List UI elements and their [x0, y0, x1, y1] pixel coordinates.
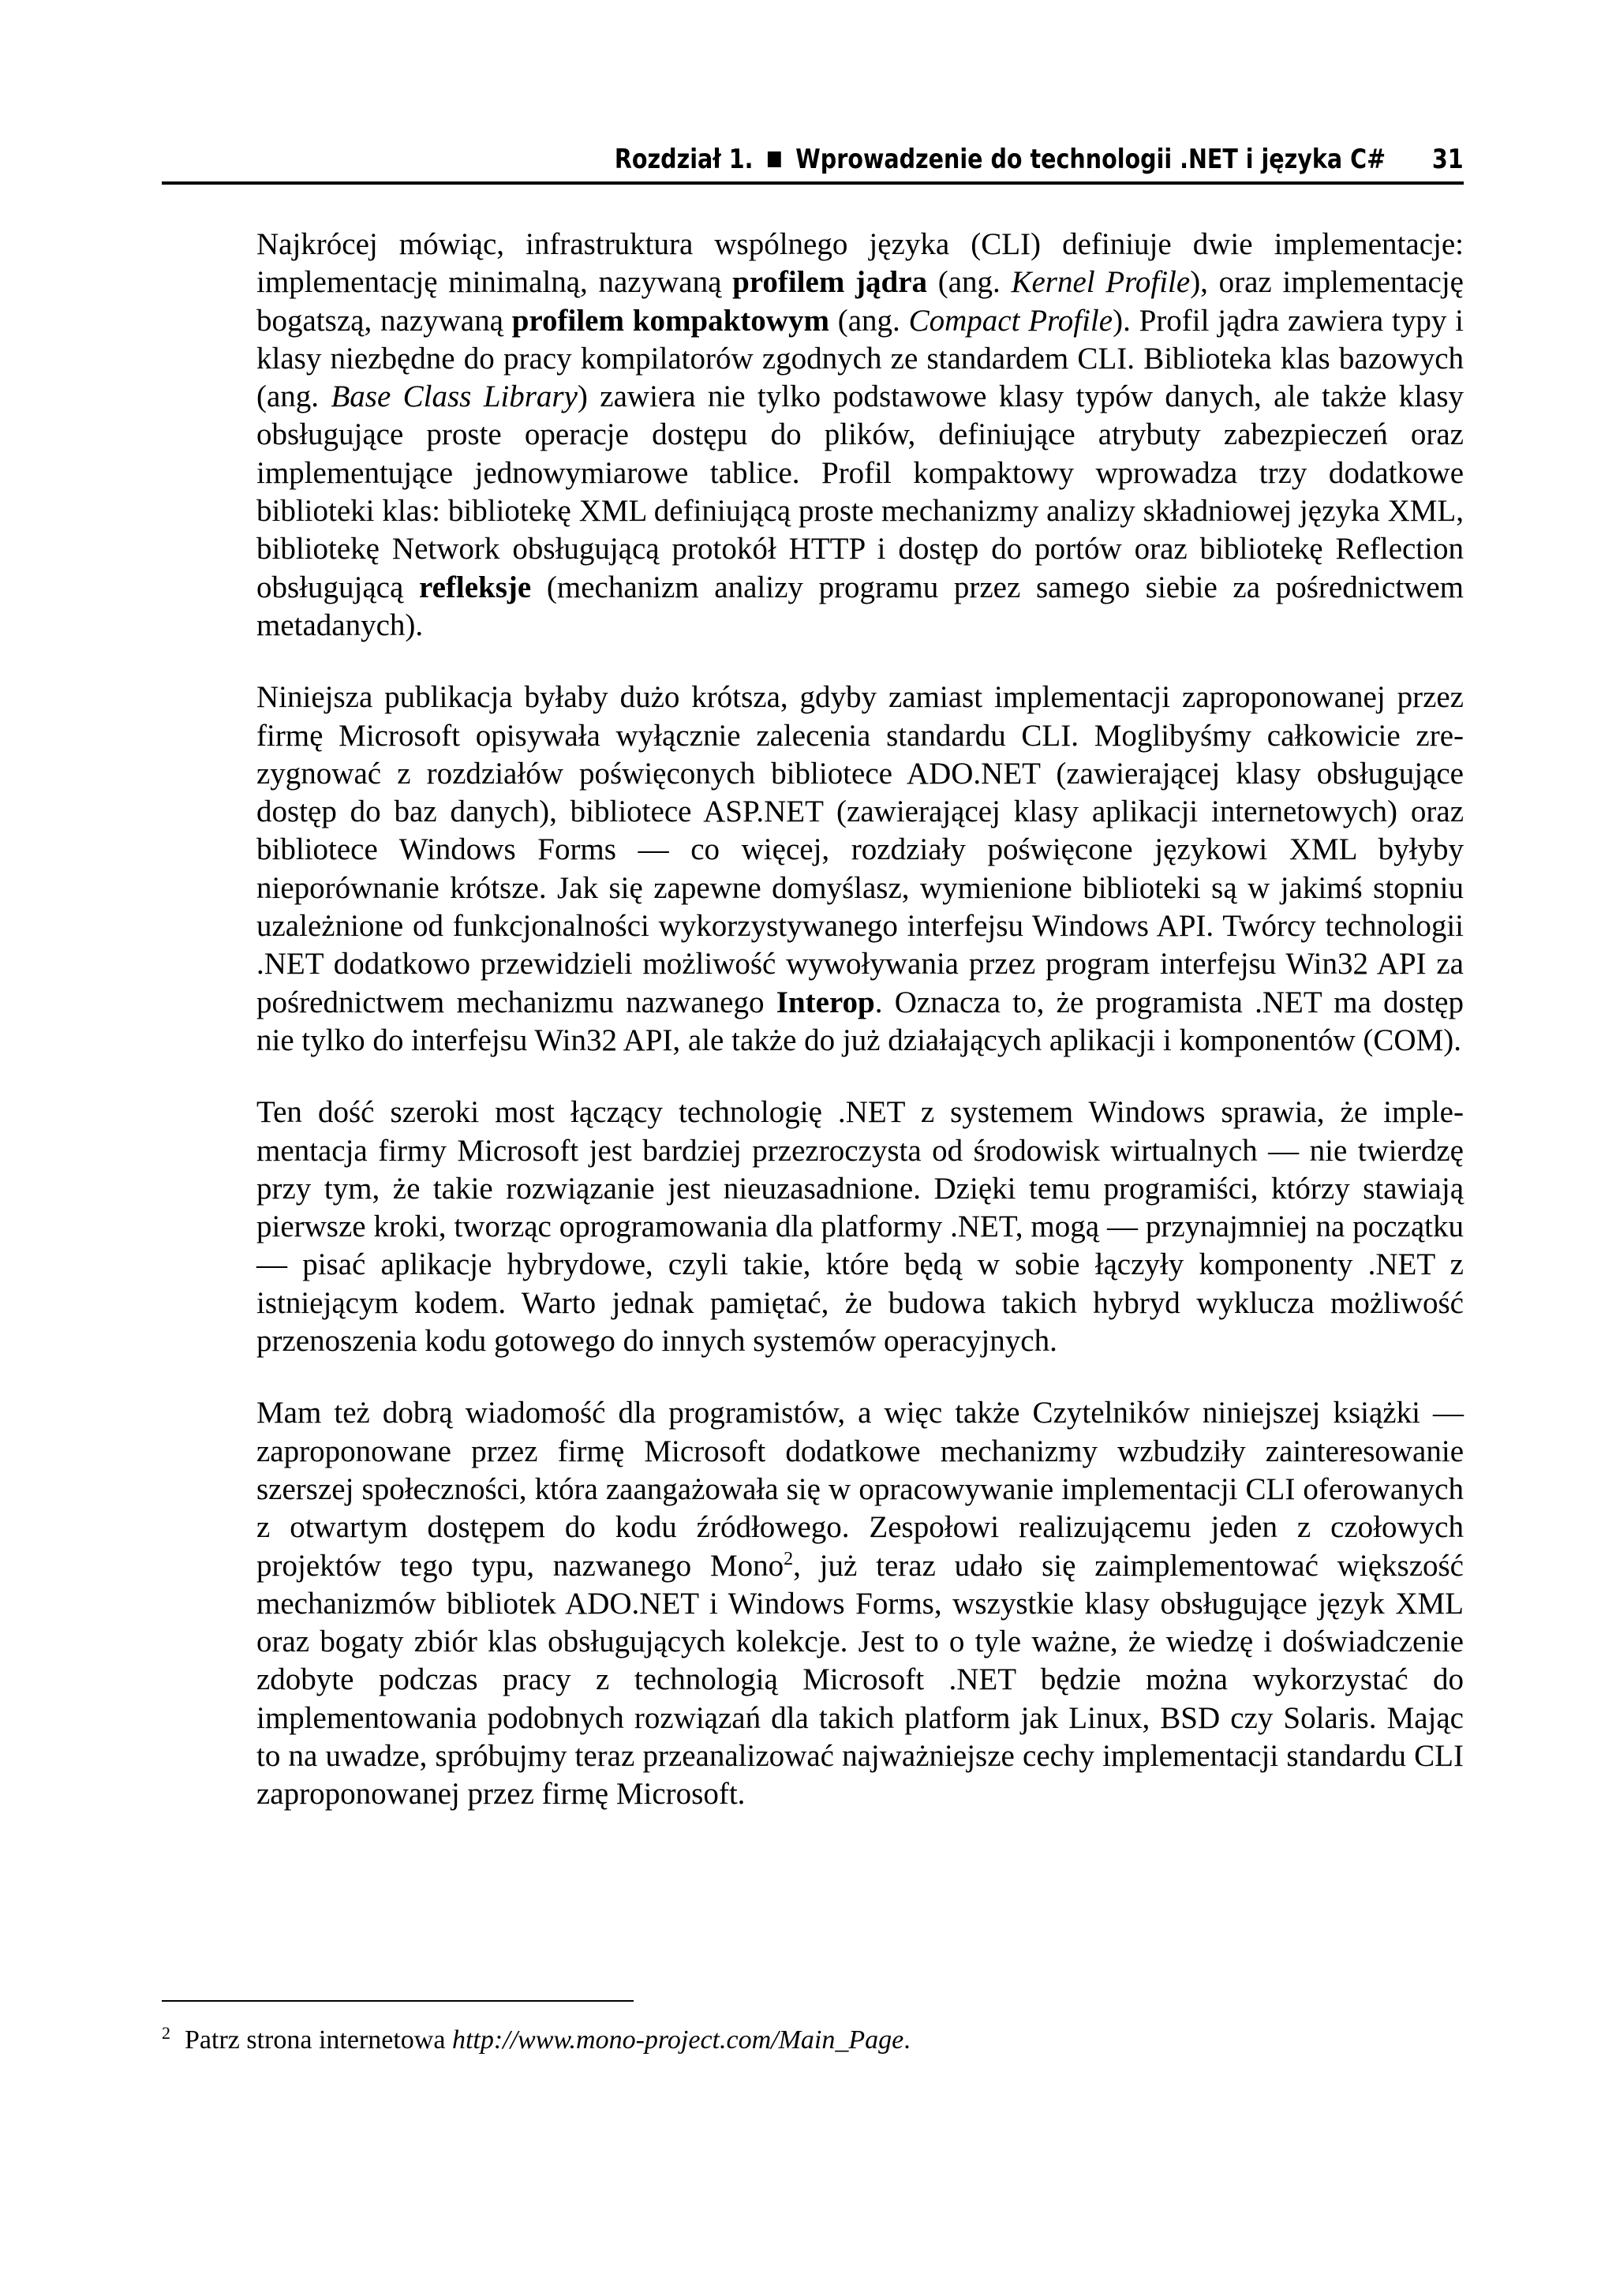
text-run: ) zawiera nie tylko podstawowe klasy typów danych, ale także klasy obsługujące proste operacje dostępu do plików, definiujące atrybuty zabezpieczeń oraz implementujące jednowymiarowe tablice. Profil kompaktowy wprowadza trzy dodatkowe biblioteki klas: bibliotekę XML definiującą proste mechanizmy analizy składniowej języka XML, bibliotekę Network obsługującą protokół HTTP i dostęp do portów oraz bibliotekę Reflection obsługującą: [256, 380, 1464, 604]
footnote-end: .: [903, 2025, 911, 2055]
text-run: Niniejsza publikacja byłaby dużo krótsza, gdyby zamiast implementacji zaproponowanej przez firmę Microsoft opisywała wyłącznie zalecenia standardu CLI. Moglibyśmy całkowicie zrezygnować z rozdziałów poświęconych bibliotece ADO.NET (zawierającej klasy obsługujące dostęp do baz danych), bibliotece ASP.NET (zawierającej klasy aplikacji internetowych) oraz bibliotece Windows Forms — co więcej, rozdziały poświęcone językowi XML byłyby nieporównanie krótsze. Jak się zapewne domyślasz, wymienione biblioteki są w jakimś stopniu uzależnione od funkcjonalności wykorzystywanego interfejsu Windows API. Twórcy technologii .NET dodatkowo przewidzieli możliwość wywoływania przez program interfejsu Win32 API za pośrednictwem mechanizmu nazwanego: [256, 680, 1464, 1019]
paragraph-2: [256, 679, 1464, 1060]
bold-term: profilem jądra: [732, 265, 928, 300]
header-text: [615, 144, 1464, 175]
header-title: Wprowadzenie do technologii .NET i języka C#: [795, 144, 1386, 175]
bold-term: profilem kompaktowym: [511, 303, 829, 338]
paragraph-4: [256, 1394, 1464, 1813]
text-run: (ang.: [829, 303, 909, 338]
text-run: . Oznacza to, że programista .NET ma dostęp nie tylko do interfejsu Win32 API, ale także do już działających aplikacji i komponentów (COM).: [256, 985, 1464, 1057]
paragraph-3: [256, 1094, 1464, 1360]
page-number: 31: [1432, 144, 1464, 175]
text-run: , już teraz udało się zaimplementować większość mechanizmów bibliotek ADO.NET i Windows Forms, wszystkie klasy obsługujące język XML oraz bogaty zbiór klas obsługujących kolekcje. Jest to o tyle ważne, że wiedzę i doświadczenie zdobyte podczas pracy z technologią Microsoft .NET będzie można wykorzystać do implementowania podobnych rozwiązań dla takich platform jak Linux, BSD czy Solaris. Mając to na uwadze, spróbujmy teraz przeanalizować najważniejsze cechy implementacji standardu CLI zaproponowanej przez firmę Microsoft.: [256, 1548, 1464, 1812]
italic-term: Compact Profile: [908, 303, 1113, 338]
text-run: Mam też dobrą wiadomość dla programistów, a więc także Czytelników niniejszej książki — zaproponowane przez firmę Microsoft dodatkowe mechanizmy wzbudziły zainteresowanie szerszej społeczności, która zaangażowała się w opracowywanie implementacji CLI oferowanych z otwartym dostępem do kodu źródłowego. Zespołowi realizującemu jeden z czołowych projektów tego typu, nazwanego Mono: [256, 1396, 1464, 1583]
text-run: ), oraz implementację bogatszą, nazywaną: [256, 265, 1464, 338]
footnote-text: Patrz strona internetowa: [185, 2025, 452, 2055]
text-run: ). Profil jądra zawiera typy i klasy niezbędne do pracy kompilatorów zgodnych ze standardem CLI. Biblioteka klas bazowych (ang.: [256, 303, 1464, 414]
bold-term: refleksje: [418, 570, 532, 604]
footnote-number: 2: [162, 2022, 170, 2043]
body-text: [256, 226, 1464, 1848]
header-chapter: Rozdział 1.: [615, 144, 754, 175]
text-run: (mechanizm analizy programu przez samego siebie za pośrednictwem metadanych).: [256, 570, 1464, 642]
header-square-bullet: [768, 151, 781, 167]
text-run: Najkrócej mówiąc, infrastruktura wspólnego języka (CLI) definiuje dwie implementacje: implementację minimalną, nazywaną: [256, 227, 1464, 300]
paragraph-1: [256, 226, 1464, 645]
footnote-rule: [162, 2000, 634, 2002]
text-run: (ang.: [927, 265, 1012, 300]
running-header: [162, 133, 1464, 185]
footnote: [162, 2022, 1464, 2056]
bold-term: Interop: [776, 985, 875, 1019]
italic-term: Kernel Profile: [1011, 265, 1191, 300]
text-run: Ten dość szeroki most łączący technologię .NET z systemem Windows sprawia, że implementacja firmy Microsoft jest bardziej przezroczysta od środowisk wirtualnych — nie twierdzę przy tym, że takie rozwiązanie jest nieuzasadnione. Dzięki temu programiści, którzy stawiają pierwsze kroki, tworząc oprogramowania dla platformy .NET, mogą — przynajmniej na początku — pisać aplikacje hybrydowe, czyli takie, które będą w sobie łączyły komponenty .NET z istniejącym kodem. Warto jednak pamiętać, że budowa takich hybryd wyklucza możliwość przenoszenia kodu gotowego do innych systemów operacyjnych.: [256, 1095, 1464, 1359]
footnote-url: http://www.mono-project.com/Main_Page: [451, 2025, 904, 2055]
footnote-reference: 2: [784, 1548, 794, 1569]
italic-term: Base Class Library: [331, 380, 578, 414]
